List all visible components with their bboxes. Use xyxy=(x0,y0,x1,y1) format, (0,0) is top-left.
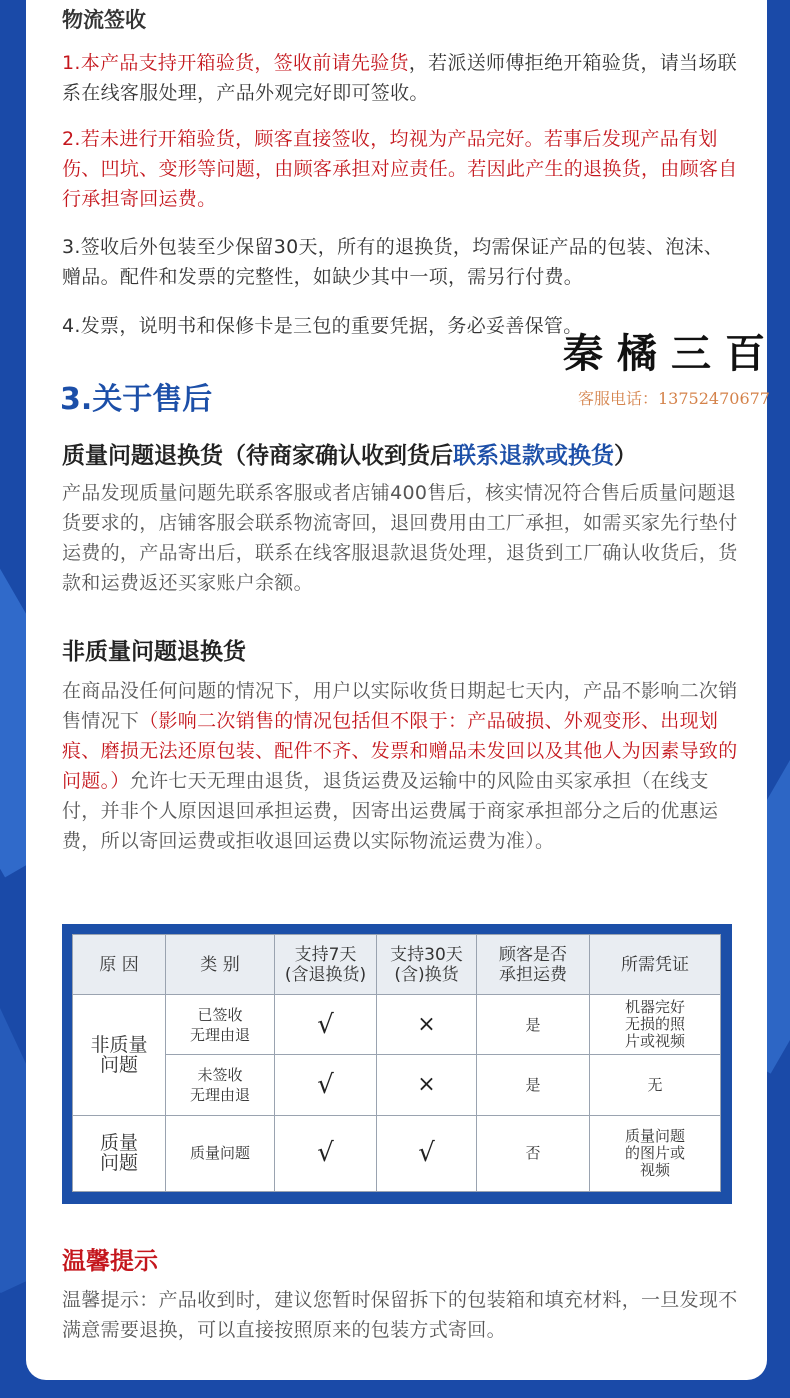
logistics-title: 物流签收 xyxy=(62,8,146,32)
logistics-item-2: 2.若未进行开箱验货，顾客直接签收，均视为产品完好。若事后发现产品有划伤、凹坑、变形等问题，由顾客承担对应责任。若因此产生的退换货，由顾客自行承担寄回运费。 xyxy=(62,128,738,210)
logistics-item-4: 4.发票，说明书和保修卡是三包的重要凭据，务必妥善保管。 xyxy=(62,315,583,337)
check-icon: √ xyxy=(275,1115,377,1191)
logistics-item-1 xyxy=(62,48,742,108)
table-header-cell: 原 因 xyxy=(73,935,166,995)
return-policy-table-frame xyxy=(62,924,732,1204)
nonquality-heading: 非质量问题退换货 xyxy=(62,639,246,665)
table-cell-category: 未签收 无理由退 xyxy=(166,1055,275,1115)
tips-title: 温馨提示 xyxy=(62,1247,158,1275)
nonquality-text-highlight: （影响二次销售的情况包括但不限于：产品破损、外观变形、出现划痕、磨损无法还原包装、配件不齐、发票和赠品未发回以及其他人为因素导致的问题。） xyxy=(62,710,738,792)
table-cell-proof: 无 xyxy=(590,1055,721,1115)
cross-icon: × xyxy=(377,995,477,1055)
table-cell-category: 质量问题 xyxy=(166,1115,275,1191)
table-cell-freight: 是 xyxy=(477,995,590,1055)
table-group-quality: 质量 问题 xyxy=(73,1115,166,1191)
table-row xyxy=(73,995,721,1055)
logistics-item-1-text: ，若派送师傅拒绝开箱验货，请当场联系在线客服处理，产品外观完好即可签收。 xyxy=(62,52,737,104)
cross-icon: × xyxy=(377,1055,477,1115)
table-cell-freight: 否 xyxy=(477,1115,590,1191)
watermark-phone: 客服电话：13752470677 xyxy=(578,389,770,408)
nonquality-text-b: 允许七天无理由退货，退货运费及运输中的风险由买家承担（在线支付，并非个人原因退回承担运费，因寄出运费属于商家承担部分之后的优惠运费，所以寄回运费或拒收退回运费以实际物流运费为准）。 xyxy=(62,770,719,852)
quality-heading-main: 质量问题退换货（待商家确认收到货后 xyxy=(62,443,453,469)
table-row xyxy=(73,1055,721,1115)
quality-text: 产品发现质量问题先联系客服或者店铺400售后，核实情况符合售后质量问题退货要求的，店铺客服会联系物流寄回，退回费用由工厂承担，如需买家先行垫付运费的，产品寄出后，联系在线客服退款退货处理，退货到工厂确认收货后，货款和运费返还买家账户余额。 xyxy=(62,482,738,594)
check-icon: √ xyxy=(275,1055,377,1115)
table-row xyxy=(73,1115,721,1191)
table-group-nonquality: 非质量 问题 xyxy=(73,995,166,1115)
logistics-item-3: 3.签收后外包装至少保留30天，所有的退换货，均需保证产品的包装、泡沫、赠品。配件和发票的完整性，如缺少其中一项，需另行付费。 xyxy=(62,236,724,288)
table-header-cell: 顾客是否 承担运费 xyxy=(477,935,590,995)
table-header-cell: 支持7天 (含退换货) xyxy=(275,935,377,995)
quality-heading xyxy=(62,437,637,470)
return-policy-table xyxy=(72,934,721,1192)
after-sales-title: 3.关于售后 xyxy=(60,382,213,417)
watermark-logo: 秦橘三百 xyxy=(563,330,779,377)
table-cell-proof: 机器完好 无损的照 片或视频 xyxy=(590,995,721,1055)
nonquality-text xyxy=(62,676,742,856)
quality-heading-end: ） xyxy=(614,443,637,469)
check-icon: √ xyxy=(377,1115,477,1191)
quality-heading-highlight: 联系退款或换货 xyxy=(453,443,614,469)
table-cell-proof: 质量问题 的图片或 视频 xyxy=(590,1115,721,1191)
table-header-row xyxy=(73,935,721,995)
check-icon: √ xyxy=(275,995,377,1055)
logistics-item-1-highlight: 1.本产品支持开箱验货，签收前请先验货 xyxy=(62,52,409,74)
tips-text: 温馨提示：产品收到时，建议您暂时保留拆下的包装箱和填充材料，一旦发现不满意需要退换，可以直接按照原来的包装方式寄回。 xyxy=(62,1289,738,1341)
table-cell-freight: 是 xyxy=(477,1055,590,1115)
table-header-cell: 类 别 xyxy=(166,935,275,995)
table-header-cell: 支持30天 (含)换货 xyxy=(377,935,477,995)
nonquality-text-a: 在商品没任何问题的情况下，用户以实际收货日期起七天内，产品不影响二次销售情况下 xyxy=(62,680,738,732)
table-cell-category: 已签收 无理由退 xyxy=(166,995,275,1055)
table-header-cell: 所需凭证 xyxy=(590,935,721,995)
